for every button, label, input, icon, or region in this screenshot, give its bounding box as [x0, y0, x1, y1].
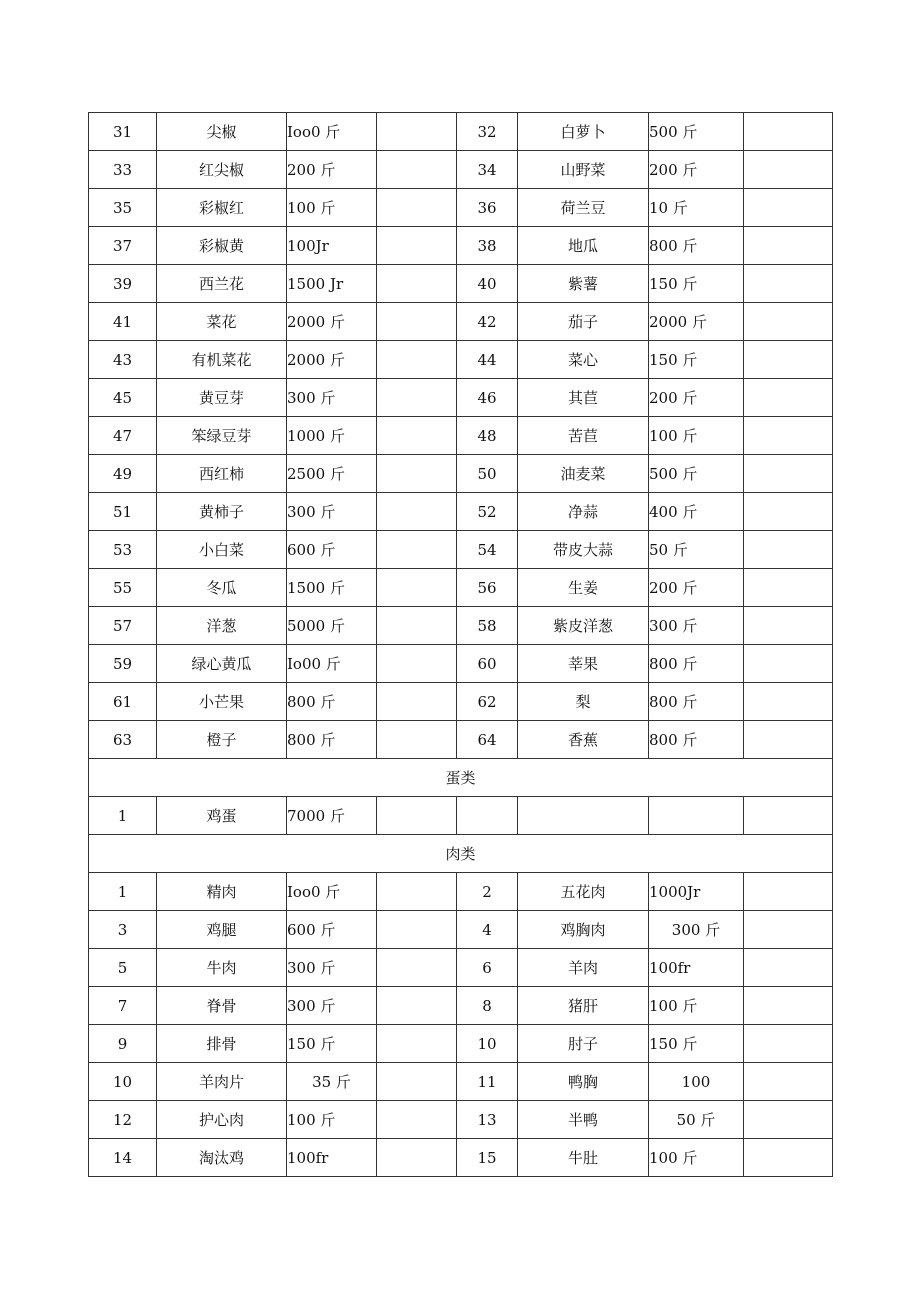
table-row	[89, 493, 833, 531]
item-quantity: 2000 斤	[287, 341, 377, 379]
item-number: 47	[89, 417, 157, 455]
table-body	[89, 113, 833, 1177]
item-quantity: 1500 Jr	[287, 265, 377, 303]
item-number: 35	[89, 189, 157, 227]
item-remark	[377, 873, 457, 911]
table-row	[89, 455, 833, 493]
item-name: 洋葱	[157, 607, 287, 645]
item-quantity: 2000 斤	[649, 303, 744, 341]
item-name: 鸡蛋	[157, 797, 287, 835]
item-quantity: 200 斤	[649, 569, 744, 607]
item-name: 彩椒黄	[157, 227, 287, 265]
item-name: 精肉	[157, 873, 287, 911]
item-quantity: 300 斤	[287, 493, 377, 531]
item-remark	[744, 265, 833, 303]
item-remark	[377, 455, 457, 493]
item-name: 鸡胸肉	[518, 911, 649, 949]
item-name: 五花肉	[518, 873, 649, 911]
item-remark	[744, 873, 833, 911]
item-name: 紫薯	[518, 265, 649, 303]
table-row	[89, 265, 833, 303]
item-quantity: 800 斤	[287, 683, 377, 721]
section-title-eggs: 蛋类	[89, 759, 833, 797]
item-name: 紫皮洋葱	[518, 607, 649, 645]
item-remark	[744, 379, 833, 417]
item-name: 牛肚	[518, 1139, 649, 1177]
section-row	[89, 759, 833, 797]
table-row	[89, 531, 833, 569]
item-quantity: 2500 斤	[287, 455, 377, 493]
item-quantity: 5000 斤	[287, 607, 377, 645]
item-number: 59	[89, 645, 157, 683]
item-name: 猪肝	[518, 987, 649, 1025]
item-name: 护心肉	[157, 1101, 287, 1139]
item-remark	[377, 1025, 457, 1063]
item-remark	[744, 455, 833, 493]
item-name: 苦苣	[518, 417, 649, 455]
item-remark	[377, 189, 457, 227]
item-name: 羊肉片	[157, 1063, 287, 1101]
item-number: 10	[457, 1025, 518, 1063]
item-quantity: 300 斤	[649, 607, 744, 645]
item-quantity: 1500 斤	[287, 569, 377, 607]
item-number: 42	[457, 303, 518, 341]
procurement-table	[88, 112, 833, 1177]
item-quantity: 500 斤	[649, 113, 744, 151]
item-name: 梨	[518, 683, 649, 721]
table-row	[89, 873, 833, 911]
item-name: 半鸭	[518, 1101, 649, 1139]
item-name: 菜心	[518, 341, 649, 379]
item-number: 11	[457, 1063, 518, 1101]
item-name: 西兰花	[157, 265, 287, 303]
item-number: 64	[457, 721, 518, 759]
item-number: 54	[457, 531, 518, 569]
item-name: 净蒜	[518, 493, 649, 531]
item-name: 冬瓜	[157, 569, 287, 607]
item-quantity: 150 斤	[649, 341, 744, 379]
item-name: 牛肉	[157, 949, 287, 987]
item-quantity: 300 斤	[287, 949, 377, 987]
table-row	[89, 645, 833, 683]
item-remark	[744, 721, 833, 759]
item-remark	[744, 1025, 833, 1063]
table-row	[89, 1101, 833, 1139]
item-number: 9	[89, 1025, 157, 1063]
table-row	[89, 1025, 833, 1063]
item-remark	[744, 493, 833, 531]
item-quantity: 200 斤	[649, 151, 744, 189]
item-name: 排骨	[157, 1025, 287, 1063]
item-remark	[377, 1063, 457, 1101]
item-number: 55	[89, 569, 157, 607]
item-name: 尖椒	[157, 113, 287, 151]
item-quantity: Ioo0 斤	[287, 873, 377, 911]
item-number: 1	[89, 873, 157, 911]
item-quantity: 100	[649, 1063, 744, 1101]
table-row	[89, 721, 833, 759]
item-number: 1	[89, 797, 157, 835]
item-quantity: Io00 斤	[287, 645, 377, 683]
item-quantity: 800 斤	[287, 721, 377, 759]
item-number: 5	[89, 949, 157, 987]
item-name	[518, 797, 649, 835]
item-number: 61	[89, 683, 157, 721]
item-quantity: 150 斤	[649, 1025, 744, 1063]
item-remark	[744, 531, 833, 569]
item-number: 51	[89, 493, 157, 531]
item-number: 49	[89, 455, 157, 493]
item-number: 37	[89, 227, 157, 265]
table-row	[89, 987, 833, 1025]
item-number: 34	[457, 151, 518, 189]
item-name: 笨绿豆芽	[157, 417, 287, 455]
item-remark	[377, 797, 457, 835]
item-quantity: 100 斤	[287, 1101, 377, 1139]
item-name: 油麦菜	[518, 455, 649, 493]
item-number: 2	[457, 873, 518, 911]
item-remark	[377, 113, 457, 151]
item-quantity: 150 斤	[649, 265, 744, 303]
item-remark	[377, 569, 457, 607]
item-remark	[377, 911, 457, 949]
item-quantity: 800 斤	[649, 683, 744, 721]
item-remark	[744, 151, 833, 189]
item-name: 地瓜	[518, 227, 649, 265]
item-number: 41	[89, 303, 157, 341]
item-number: 58	[457, 607, 518, 645]
item-remark	[744, 189, 833, 227]
item-number: 44	[457, 341, 518, 379]
item-remark	[744, 569, 833, 607]
item-number: 57	[89, 607, 157, 645]
item-number: 4	[457, 911, 518, 949]
item-remark	[377, 607, 457, 645]
table-row	[89, 949, 833, 987]
item-remark	[744, 113, 833, 151]
item-number: 62	[457, 683, 518, 721]
item-name: 带皮大蒜	[518, 531, 649, 569]
item-number: 32	[457, 113, 518, 151]
item-remark	[744, 797, 833, 835]
item-name: 生姜	[518, 569, 649, 607]
item-remark	[377, 1139, 457, 1177]
item-quantity: 100fr	[649, 949, 744, 987]
item-number: 39	[89, 265, 157, 303]
item-remark	[744, 607, 833, 645]
item-quantity: 300 斤	[287, 987, 377, 1025]
item-quantity	[649, 797, 744, 835]
item-name: 脊骨	[157, 987, 287, 1025]
procurement-sheet	[88, 112, 832, 1177]
item-number: 6	[457, 949, 518, 987]
table-row	[89, 379, 833, 417]
item-number: 63	[89, 721, 157, 759]
item-quantity: 35 斤	[287, 1063, 377, 1101]
item-remark	[744, 987, 833, 1025]
item-name: 鸡腿	[157, 911, 287, 949]
item-number: 31	[89, 113, 157, 151]
item-remark	[377, 417, 457, 455]
item-name: 白萝卜	[518, 113, 649, 151]
item-remark	[377, 1101, 457, 1139]
item-number: 14	[89, 1139, 157, 1177]
item-quantity: 100 斤	[649, 417, 744, 455]
item-remark	[744, 341, 833, 379]
table-row	[89, 569, 833, 607]
item-name: 小白菜	[157, 531, 287, 569]
section-row	[89, 835, 833, 873]
item-number: 40	[457, 265, 518, 303]
item-name: 荷兰豆	[518, 189, 649, 227]
item-remark	[744, 1101, 833, 1139]
item-number: 10	[89, 1063, 157, 1101]
item-remark	[744, 683, 833, 721]
item-name: 绿心黄瓜	[157, 645, 287, 683]
item-number: 56	[457, 569, 518, 607]
table-row	[89, 113, 833, 151]
item-remark	[744, 417, 833, 455]
item-number: 13	[457, 1101, 518, 1139]
item-quantity: 600 斤	[287, 911, 377, 949]
table-row	[89, 911, 833, 949]
item-name: 羊肉	[518, 949, 649, 987]
item-quantity: 200 斤	[287, 151, 377, 189]
item-number: 53	[89, 531, 157, 569]
item-number: 46	[457, 379, 518, 417]
item-remark	[377, 265, 457, 303]
item-name: 肘子	[518, 1025, 649, 1063]
table-row	[89, 1063, 833, 1101]
table-row	[89, 417, 833, 455]
item-number: 43	[89, 341, 157, 379]
item-name: 西红柿	[157, 455, 287, 493]
item-number: 12	[89, 1101, 157, 1139]
item-remark	[377, 949, 457, 987]
item-remark	[377, 531, 457, 569]
item-remark	[744, 645, 833, 683]
item-name: 茄子	[518, 303, 649, 341]
item-quantity: 600 斤	[287, 531, 377, 569]
item-number: 38	[457, 227, 518, 265]
item-name: 香蕉	[518, 721, 649, 759]
item-remark	[377, 645, 457, 683]
item-quantity: 300 斤	[649, 911, 744, 949]
item-quantity: Ioo0 斤	[287, 113, 377, 151]
item-remark	[377, 341, 457, 379]
item-number: 60	[457, 645, 518, 683]
item-name: 其苣	[518, 379, 649, 417]
item-number: 8	[457, 987, 518, 1025]
item-remark	[744, 949, 833, 987]
item-number: 33	[89, 151, 157, 189]
item-remark	[377, 721, 457, 759]
item-quantity: 2000 斤	[287, 303, 377, 341]
item-quantity: 50 斤	[649, 531, 744, 569]
item-quantity: 100Jr	[287, 227, 377, 265]
table-row	[89, 797, 833, 835]
item-remark	[377, 151, 457, 189]
item-quantity: 150 斤	[287, 1025, 377, 1063]
item-remark	[377, 493, 457, 531]
item-remark	[377, 683, 457, 721]
item-name: 菜花	[157, 303, 287, 341]
table-row	[89, 303, 833, 341]
item-name: 橙子	[157, 721, 287, 759]
item-quantity: 100 斤	[649, 1139, 744, 1177]
item-quantity: 100 斤	[287, 189, 377, 227]
item-number: 7	[89, 987, 157, 1025]
item-quantity: 1000Jr	[649, 873, 744, 911]
item-name: 莘果	[518, 645, 649, 683]
item-number: 52	[457, 493, 518, 531]
item-name: 黄豆芽	[157, 379, 287, 417]
item-name: 红尖椒	[157, 151, 287, 189]
item-quantity: 500 斤	[649, 455, 744, 493]
item-name: 彩椒红	[157, 189, 287, 227]
item-name: 山野菜	[518, 151, 649, 189]
item-number	[457, 797, 518, 835]
item-number: 3	[89, 911, 157, 949]
item-quantity: 50 斤	[649, 1101, 744, 1139]
item-remark	[744, 227, 833, 265]
table-row	[89, 151, 833, 189]
item-remark	[377, 379, 457, 417]
table-row	[89, 189, 833, 227]
item-number: 48	[457, 417, 518, 455]
item-quantity: 400 斤	[649, 493, 744, 531]
table-row	[89, 341, 833, 379]
item-number: 36	[457, 189, 518, 227]
section-title-meat: 肉类	[89, 835, 833, 873]
item-quantity: 300 斤	[287, 379, 377, 417]
item-number: 50	[457, 455, 518, 493]
item-remark	[744, 911, 833, 949]
item-remark	[377, 303, 457, 341]
item-quantity: 800 斤	[649, 645, 744, 683]
item-remark	[744, 303, 833, 341]
item-quantity: 800 斤	[649, 721, 744, 759]
item-name: 鸭胸	[518, 1063, 649, 1101]
item-quantity: 1000 斤	[287, 417, 377, 455]
item-number: 45	[89, 379, 157, 417]
item-quantity: 100 斤	[649, 987, 744, 1025]
item-remark	[744, 1063, 833, 1101]
table-row	[89, 1139, 833, 1177]
table-row	[89, 227, 833, 265]
item-remark	[744, 1139, 833, 1177]
table-row	[89, 683, 833, 721]
item-quantity: 100fr	[287, 1139, 377, 1177]
item-number: 15	[457, 1139, 518, 1177]
item-quantity: 7000 斤	[287, 797, 377, 835]
table-row	[89, 607, 833, 645]
item-name: 有机菜花	[157, 341, 287, 379]
item-remark	[377, 987, 457, 1025]
item-quantity: 800 斤	[649, 227, 744, 265]
item-name: 小芒果	[157, 683, 287, 721]
item-quantity: 10 斤	[649, 189, 744, 227]
item-name: 黄柿子	[157, 493, 287, 531]
item-name: 淘汰鸡	[157, 1139, 287, 1177]
item-quantity: 200 斤	[649, 379, 744, 417]
item-remark	[377, 227, 457, 265]
